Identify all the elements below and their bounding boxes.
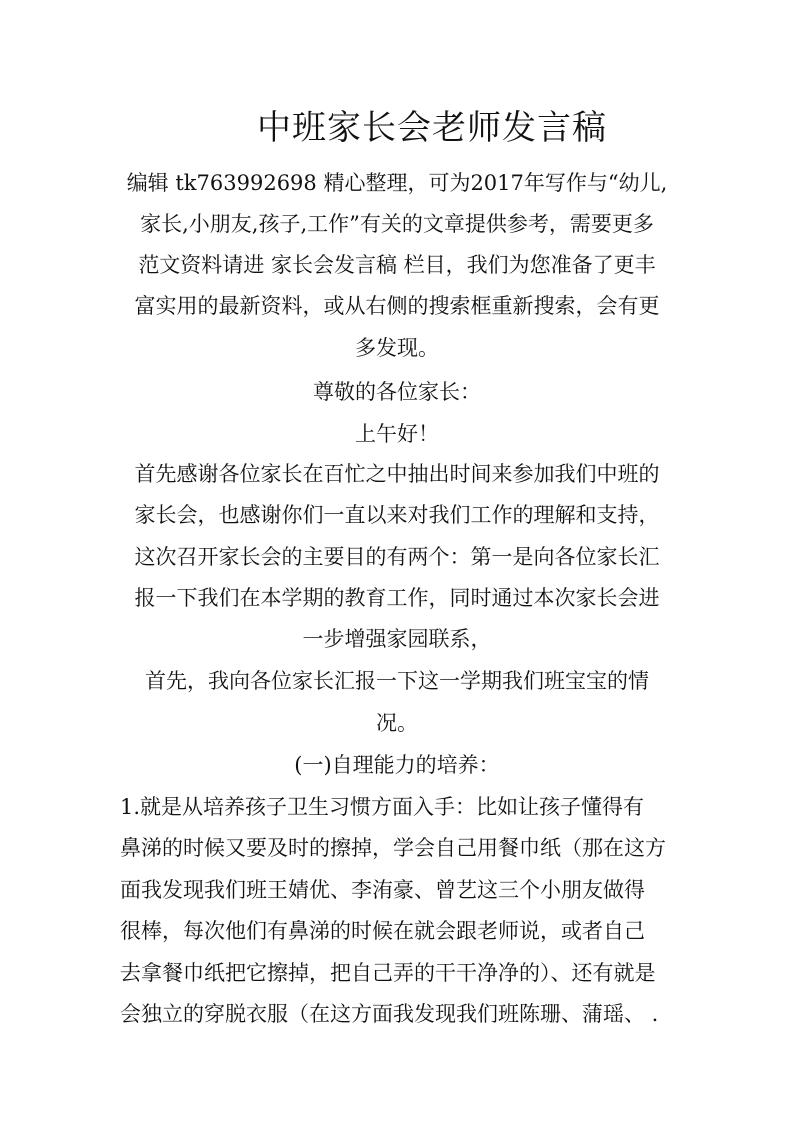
intro-line: 编辑 tk763992698 精心整理，可为2017年写作与“幼儿, <box>126 171 668 195</box>
intro-line: 家长,小朋友,孩子,工作”有关的文章提供参考，需要更多 <box>140 212 654 236</box>
paragraph-line: 首先，我向各位家长汇报一下这一学期我们班宝宝的情 <box>145 669 649 693</box>
section-line: 会独立的穿脱衣服（在这方面我发现我们班陈珊、蒲瑶、 . <box>120 1002 659 1026</box>
section-line: 1.就是从培养孩子卫生习惯方面入手：比如让孩子懂得有 <box>120 795 645 819</box>
section-line: 去拿餐巾纸把它擦掉，把自己弄的干干净净的）、还有就是 <box>120 961 656 985</box>
section-heading: (一)自理能力的培养： <box>294 753 500 777</box>
greeting: 上午好！ <box>355 422 439 446</box>
intro-line: 范文资料请进 家长会发言稿 栏目，我们为您准备了更丰 <box>138 253 656 277</box>
paragraph-line: 首先感谢各位家长在百忙之中抽出时间来参加我们中班的 <box>134 462 660 486</box>
salutation: 尊敬的各位家长： <box>313 380 481 404</box>
paragraph-line: 这次召开家长会的主要目的有两个：第一是向各位家长汇 <box>134 545 660 569</box>
section-line: 很棒，每次他们有鼻涕的时候在就会跟老师说，或者自己 <box>120 919 645 943</box>
paragraph-line: 一步增强家园联系， <box>302 627 492 651</box>
paragraph-line: 报一下我们在本学期的教育工作，同时通过本次家长会进 <box>134 586 660 610</box>
document-title: 中班家长会老师发言稿 <box>257 108 607 148</box>
intro-line: 富实用的最新资料，或从右侧的搜索框重新搜索，会有更 <box>134 294 660 318</box>
paragraph-line: 况。 <box>376 711 418 735</box>
section-line: 面我发现我们班王婧优、李洧豪、曾艺这三个小朋友做得 <box>120 878 645 902</box>
paragraph-line: 家长会，也感谢你们一直以来对我们工作的理解和支持， <box>134 503 660 527</box>
intro-line: 多发现。 <box>355 336 439 360</box>
section-line: 鼻涕的时候又要及时的擦掉，学会自己用餐巾纸（那在这方 <box>120 836 666 860</box>
